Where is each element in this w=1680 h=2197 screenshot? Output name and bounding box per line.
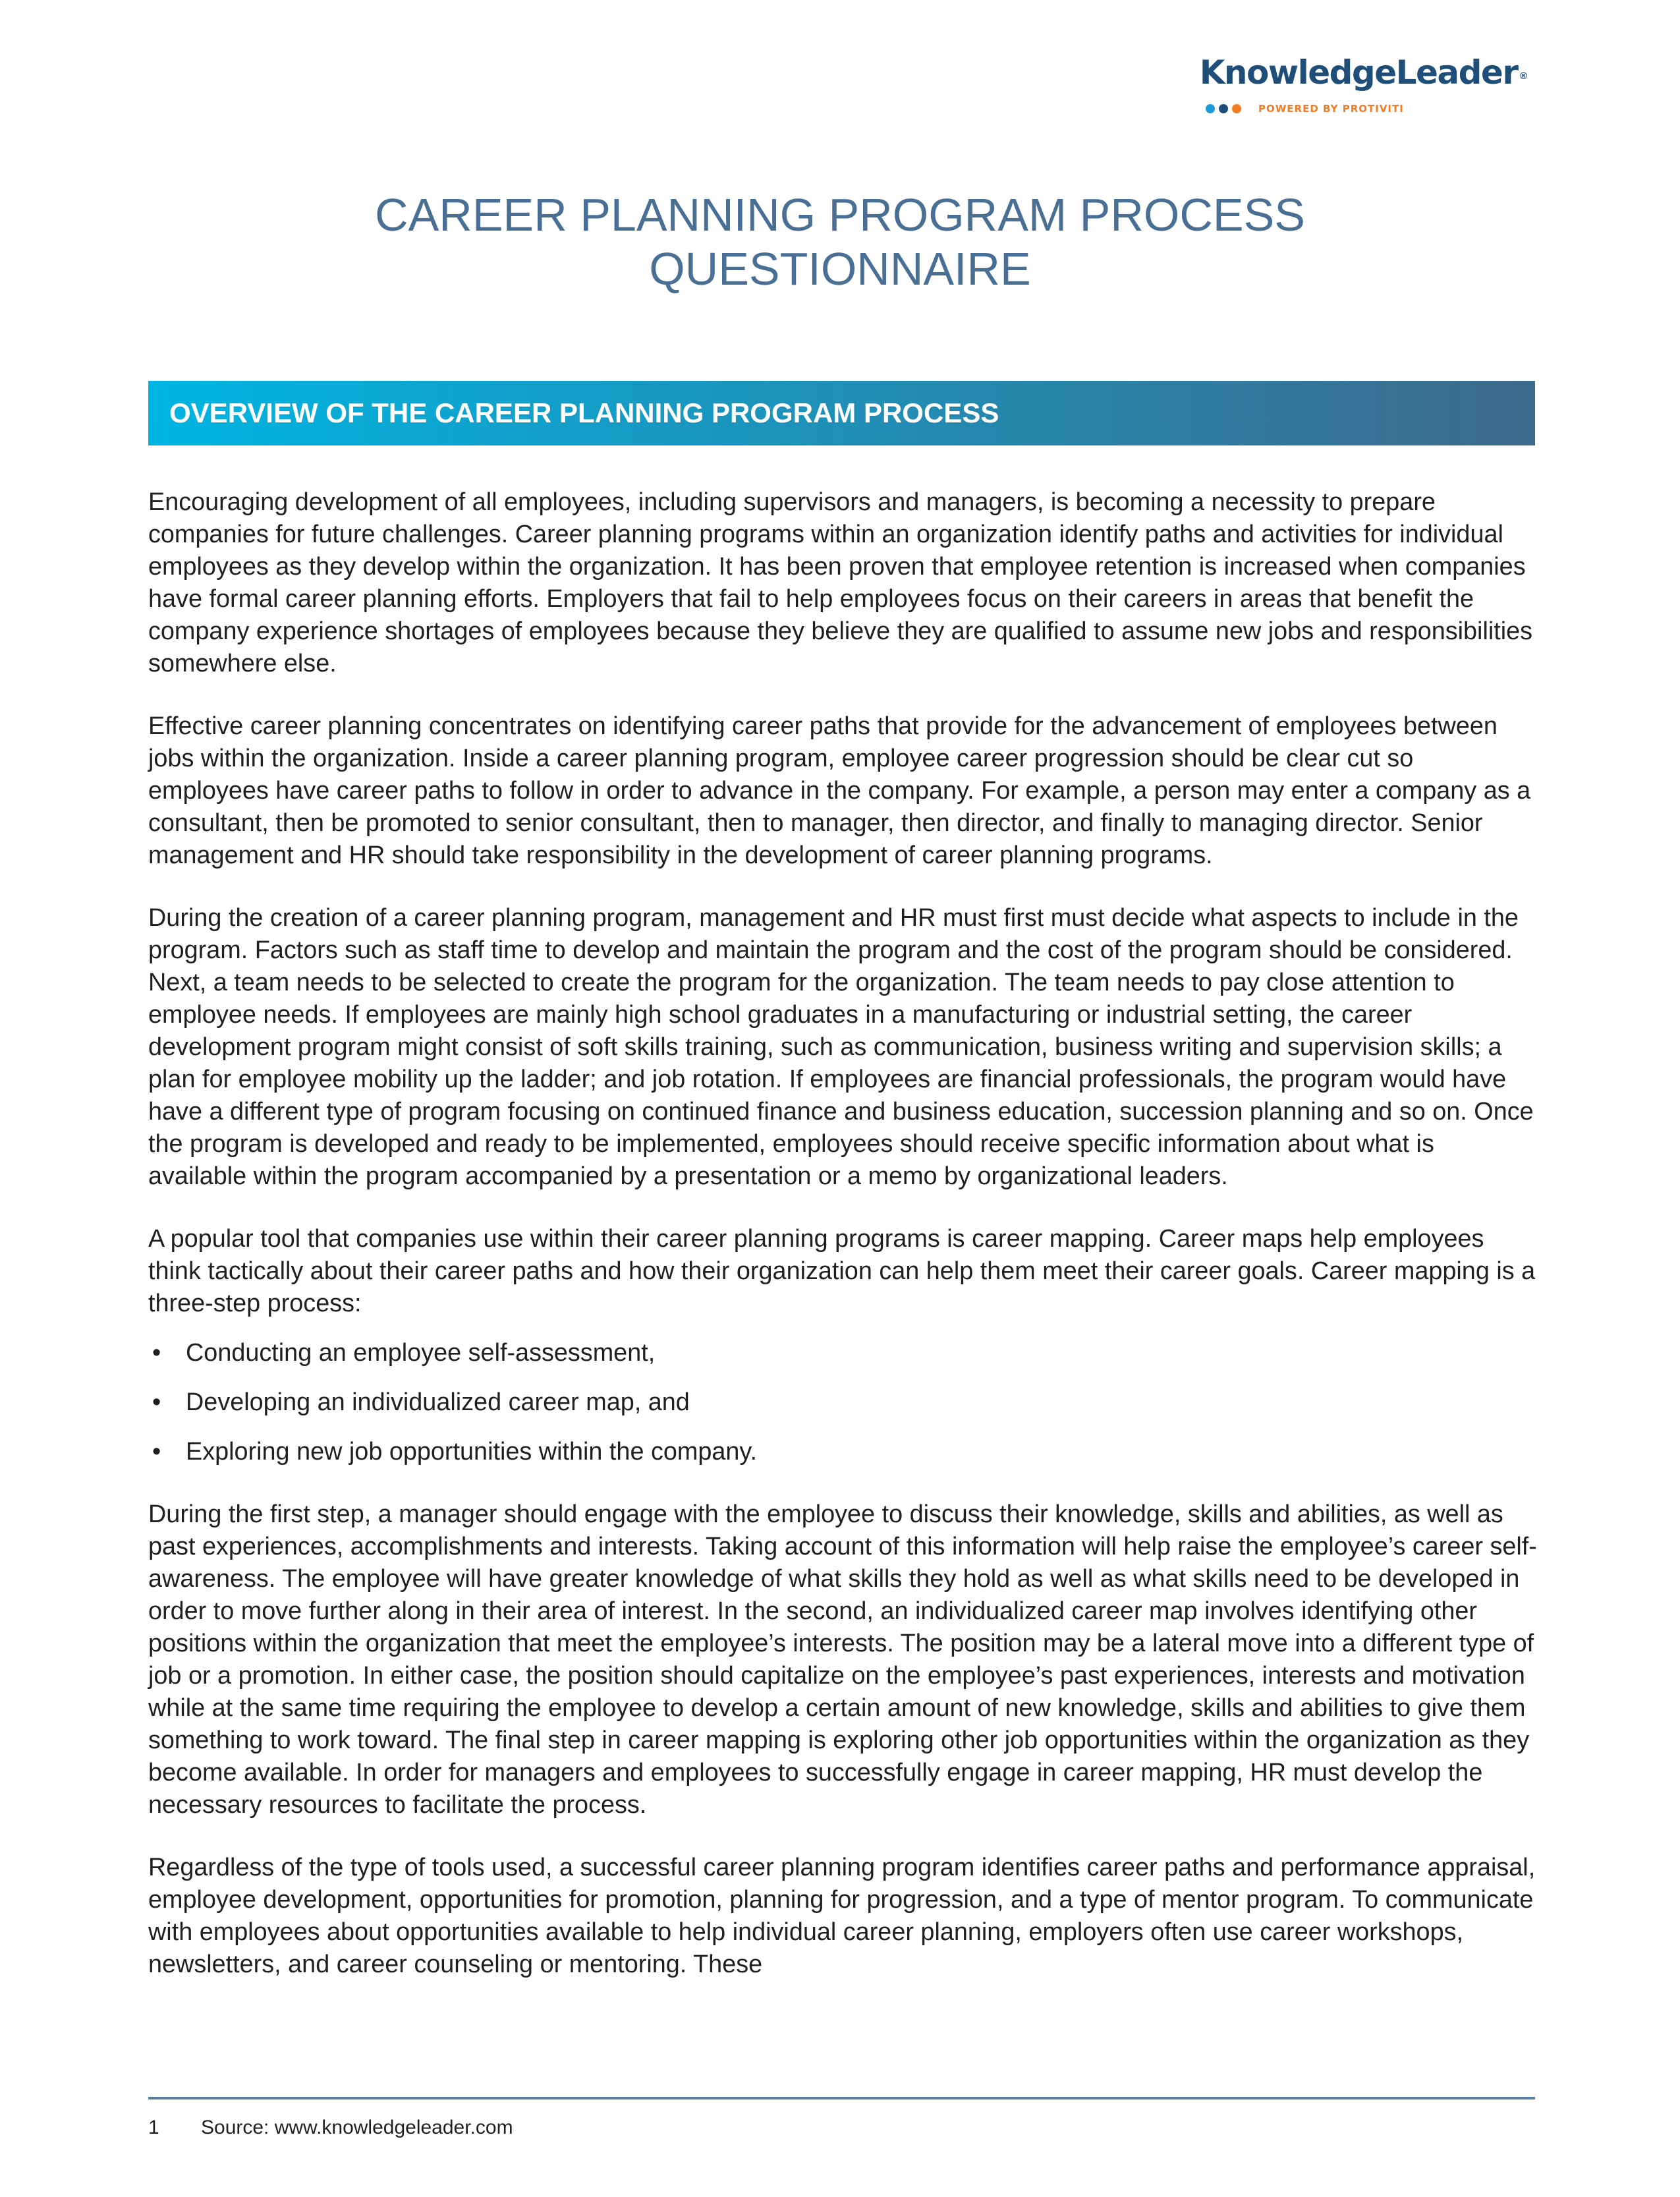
paragraph-5: During the first step, a manager should engage with the employee to discuss their knowledge, skills and abilities, as well as past experiences, accomplishments and interests. Taking account of this information will help raise the employee’s career self-awareness. The employee will have greater knowledge of what skills they hold as well as what skills need to be developed in order to move further along in their area of interest. In the second, an individualized career map involves identifying other positions within the organization that meet the employee’s interests. The position may be a lateral move into a different type of job or a promotion. In either case, the position should capitalize on the employee’s past experiences, interests and motivation while at the same time requiring the employee to develop a certain amount of new knowledge, skills and abilities to give them something to work toward. The final step in career mapping is exploring other job opportunities within the organization as they become available. In order for managers and employees to successfully engage in career mapping, HR must develop the necessary resources to facilitate the process.: [148, 1500, 1537, 1819]
paragraph-1: Encouraging development of all employees, including supervisors and managers, is becoming a necessity to prepare companies for future challenges. Career planning programs within an organization identify paths and activities for individual employees as they develop within the organization. It has been proven that employee retention is increased when companies have formal career planning efforts. Employers that fail to help employees focus on their careers in areas that benefit the company experience shortages of employees because they believe they are qualified to assume new jobs and responsibilities somewhere else.: [148, 488, 1533, 677]
paragraph-4: A popular tool that companies use within their career planning programs is career mapping. Career maps help employees think tactically about their career paths and how their organization can help them meet their career goals. Career mapping is a three-step process:: [148, 1225, 1536, 1317]
list-item-text: Exploring new job opportunities within the company.: [186, 1438, 758, 1466]
logo-wordmark: [1158, 53, 1527, 92]
title-line-2: QUESTIONNAIRE: [649, 243, 1031, 295]
logo-dot-navy: [1219, 104, 1228, 113]
source-link[interactable]: Source: www.knowledgeleader.com: [201, 2117, 513, 2138]
logo-tagline-row: [1158, 103, 1527, 115]
logo-dot-blue: [1206, 104, 1215, 113]
logo-tagline: POWERED BY PROTIVITI: [1258, 103, 1404, 115]
logo-dots-icon: [1206, 104, 1241, 113]
list-item: [148, 1337, 1538, 1369]
knowledgeleader-logo: [1158, 53, 1527, 115]
paragraph-3: During the creation of a career planning program, management and HR must first must decide what aspects to include in the program. Factors such as staff time to develop and maintain the program and the cost of the program should be considered. Next, a team needs to be selected to create the program for the organization. The team needs to pay close attention to employee needs. If employees are mainly high school graduates in a manufacturing or industrial setting, the career development program might consist of soft skills training, such as communication, business writing and supervision skills; a plan for employee mobility up the ladder; and job rotation. If employees are financial professionals, the program would have have a different type of program focusing on continued finance and business education, succession planning and so on. Once the program is developed and ready to be implemented, employees should receive specific information about what is available within the program accompanied by a presentation or a memo by organizational leaders.: [148, 904, 1534, 1190]
footer-rule: [148, 2097, 1535, 2099]
section-heading: OVERVIEW OF THE CAREER PLANNING PROGRAM PROCESS: [169, 397, 999, 428]
bullet-icon: •: [152, 1388, 161, 1416]
paragraph-6: Regardless of the type of tools used, a successful career planning program identifies career paths and performance appraisal, employee development, opportunities for promotion, planning for progression, and a type of mentor program. To communicate with employees about opportunities available to help individual career planning, employers often use career workshops, newsletters, and career counseling or mentoring. These: [148, 1854, 1536, 1978]
logo-name: KnowledgeLeader: [1199, 53, 1518, 92]
logo-dot-orange: [1232, 104, 1241, 113]
page-number: 1: [148, 2117, 159, 2138]
list-item: [148, 1436, 1538, 1468]
section-heading-banner: [148, 381, 1535, 445]
bullet-icon: •: [152, 1339, 161, 1367]
registered-mark: ®: [1519, 71, 1527, 82]
list-item-text: Conducting an employee self-assessment,: [186, 1339, 656, 1367]
document-title: [0, 188, 1680, 296]
bullet-icon: •: [152, 1438, 161, 1466]
paragraph-2: Effective career planning concentrates on identifying career paths that provide for the advancement of employees between jobs within the organization. Inside a career planning program, employee career progression should be clear cut so employees have career paths to follow in order to advance in the company. For example, a person may enter a company as a consultant, then be promoted to senior consultant, then to manager, then director, and finally to managing director. Senior management and HR should take responsibility in the development of career planning programs.: [148, 712, 1531, 869]
document-body: [148, 486, 1538, 2011]
list-item: [148, 1386, 1538, 1419]
title-line-1: CAREER PLANNING PROGRAM PROCESS: [375, 189, 1305, 241]
career-mapping-steps-list: [148, 1337, 1538, 1468]
list-item-text: Developing an individualized career map, and: [186, 1388, 690, 1416]
page-footer: [148, 2116, 513, 2140]
